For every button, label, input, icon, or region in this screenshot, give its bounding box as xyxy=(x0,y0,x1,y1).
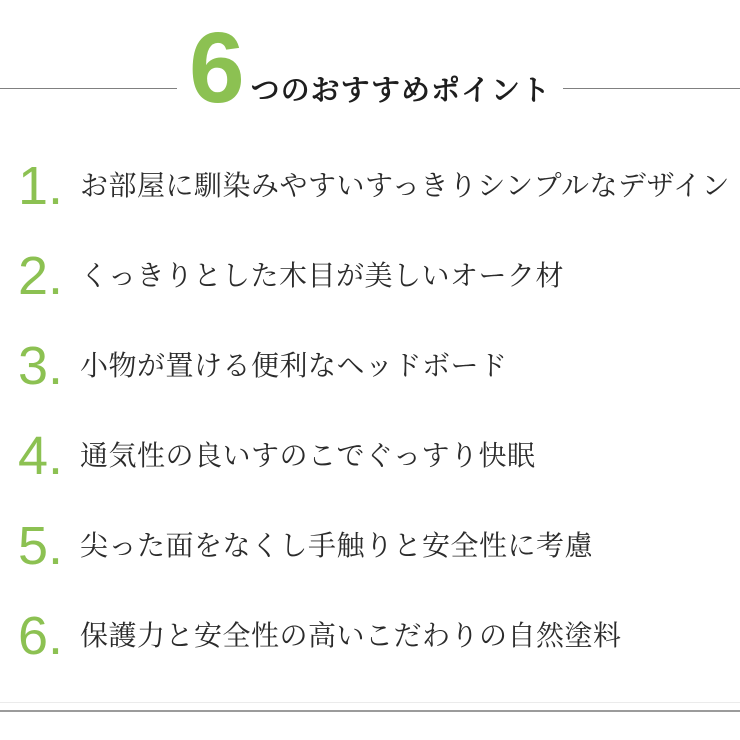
point-text: 保護力と安全性の高いこだわりの自然塗料 xyxy=(80,620,622,652)
header-divider-left xyxy=(0,88,177,89)
point-number: 6. xyxy=(18,606,64,666)
section-header xyxy=(0,0,740,140)
header-divider-right xyxy=(563,88,740,89)
point-number: 5. xyxy=(18,516,64,576)
point-row-3 xyxy=(0,321,740,411)
points-list xyxy=(0,141,740,681)
point-row-1 xyxy=(0,141,740,231)
bottom-divider-faint xyxy=(0,702,740,703)
point-number: 4. xyxy=(18,426,64,486)
section-title: つのおすすめポイント xyxy=(250,74,551,107)
point-number: 1. xyxy=(18,156,64,216)
point-text: 尖った面をなくし手触りと安全性に考慮 xyxy=(80,530,594,562)
point-text: くっきりとした木目が美しいオーク材 xyxy=(80,260,564,292)
point-number: 2. xyxy=(18,246,64,306)
header-big-number: 6 xyxy=(189,12,245,124)
point-number: 3. xyxy=(18,336,64,396)
point-text: 通気性の良いすのこでぐっすり快眠 xyxy=(80,440,536,472)
bottom-divider xyxy=(0,710,740,712)
point-text: お部屋に馴染みやすいすっきりシンプルなデザイン xyxy=(80,170,731,202)
point-text: 小物が置ける便利なヘッドボード xyxy=(80,350,508,382)
point-row-2 xyxy=(0,231,740,321)
point-row-4 xyxy=(0,411,740,501)
point-row-6 xyxy=(0,591,740,681)
point-row-5 xyxy=(0,501,740,591)
